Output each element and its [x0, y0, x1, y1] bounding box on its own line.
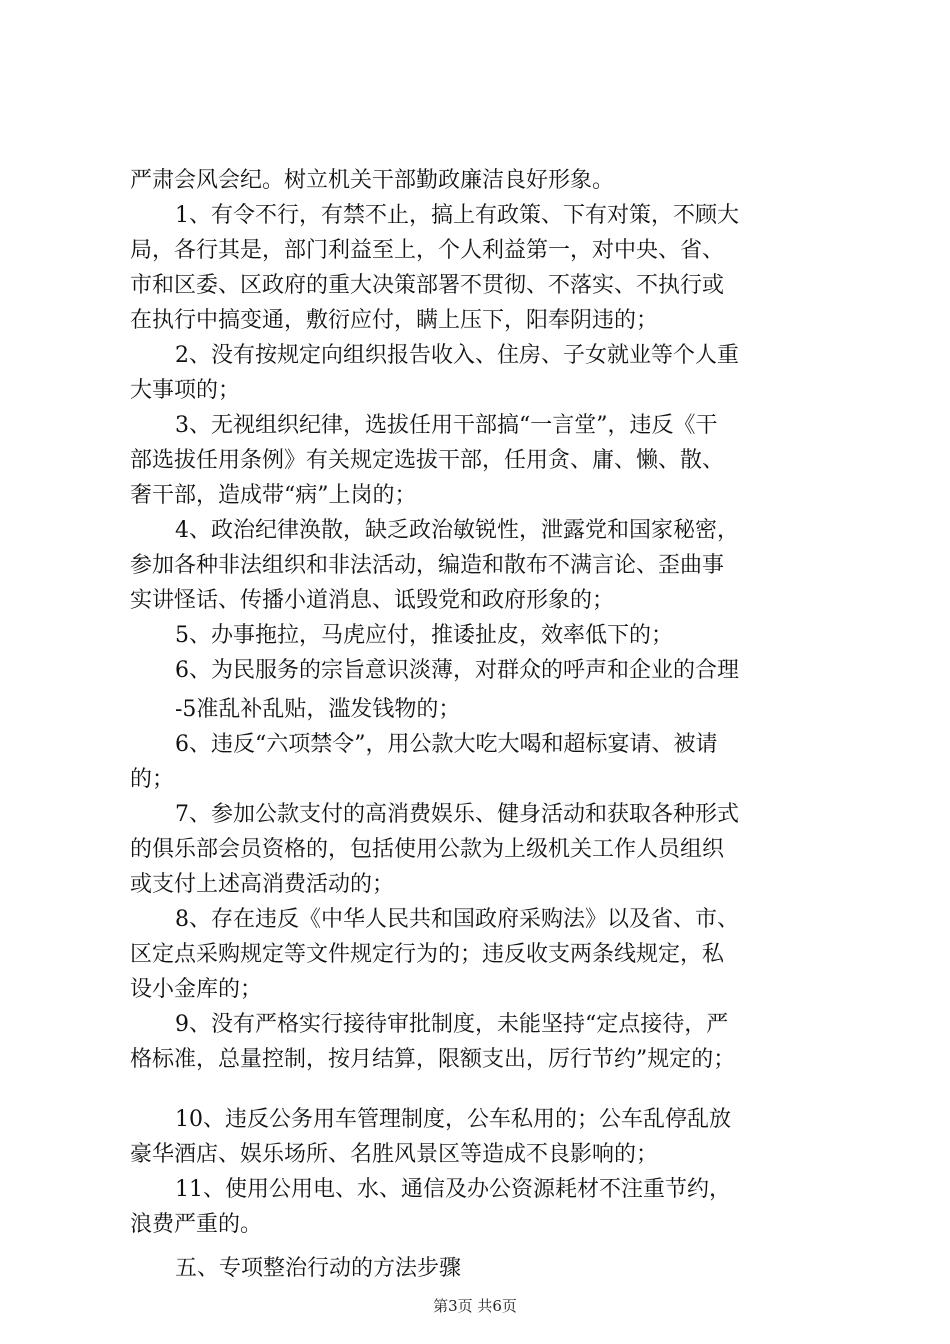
text-line: 3、无视组织纪律，选拔任用干部搞“一言堂”，违反《干 — [175, 413, 718, 438]
text-line: 参加各种非法组织和非法活动，编造和散布不满言论、歪曲事 — [130, 553, 725, 578]
text-line: 8、存在违反《中华人民共和国政府采购法》以及省、市、 — [175, 907, 739, 932]
text-line: 的俱乐部会员资格的，包括使用公款为上级机关工作人员组织 — [130, 837, 725, 862]
text-line: 10、违反公务用车管理制度，公车私用的；公车乱停乱放 — [175, 1107, 731, 1132]
text-line: 严肃会风会纪。树立机关干部勤政廉洁良好形象。 — [130, 168, 615, 193]
text-line: 6、违反“六项禁令”，用公款大吃大喝和超标宴请、被请 — [175, 732, 718, 757]
text-line: 7、参加公款支付的高消费娱乐、健身活动和获取各种形式 — [175, 802, 739, 827]
text-line: 设小金库的； — [130, 977, 263, 1002]
text-line: 1、有令不行，有禁不止，搞上有政策、下有对策，不顾大 — [175, 203, 739, 228]
text-line: 豪华酒店、娱乐场所、名胜风景区等造成不良影响的； — [130, 1142, 659, 1167]
text-line: 实讲怪话、传播小道消息、诋毁党和政府形象的； — [130, 588, 615, 613]
text-line: 4、政治纪律涣散，缺乏政治敏锐性，泄露党和国家秘密， — [175, 518, 739, 543]
text-line: 或支付上述高消费活动的； — [130, 872, 395, 897]
text-line: -5准乱补乱贴，滥发钱物的； — [175, 697, 461, 722]
text-line: 部选拔任用条例》有关规定选拔干部，任用贪、庸、懒、散、 — [130, 448, 725, 473]
text-line: 5、办事拖拉，马虎应付，推诿扯皮，效率低下的； — [175, 623, 673, 648]
text-line: 6、为民服务的宗旨意识淡薄，对群众的呼声和企业的合理 — [175, 658, 739, 683]
text-line: 2、没有按规定向组织报告收入、住房、子女就业等个人重 — [175, 343, 739, 368]
text-line: 区定点采购规定等文件规定行为的；违反收支两条线规定，私 — [130, 942, 725, 967]
text-line: 市和区委、区政府的重大决策部署不贯彻、不落实、不执行或 — [130, 273, 725, 298]
text-line: 格标准，总量控制，按月结算，限额支出，厉行节约”规定的； — [130, 1047, 736, 1072]
section-heading: 五、专项整治行动的方法步骤 — [175, 1256, 462, 1281]
text-line: 大事项的； — [130, 378, 241, 403]
text-line: 的； — [130, 767, 175, 792]
text-line: 11、使用公用电、水、通信及办公资源耗材不注重节约， — [175, 1177, 731, 1202]
page-number-footer: 第3页 共6页 — [433, 1297, 517, 1315]
text-line: 在执行中搞变通，敷衍应付，瞒上压下，阳奉阴违的； — [130, 308, 659, 333]
text-line: 9、没有严格实行接待审批制度，未能坚持“定点接待，严 — [175, 1012, 729, 1037]
text-line: 局，各行其是，部门利益至上，个人利益第一，对中央、省、 — [130, 238, 725, 263]
text-line: 浪费严重的。 — [130, 1212, 263, 1237]
text-line: 奢干部，造成带“病”上岗的； — [130, 483, 417, 508]
